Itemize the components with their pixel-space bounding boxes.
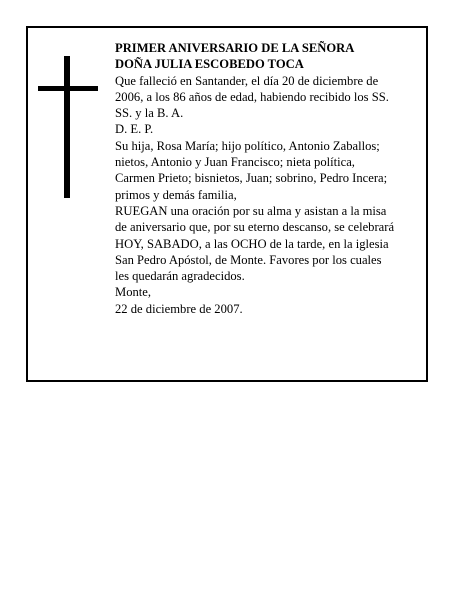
- death-details-line-2: 2006, a los 86 años de edad, habiendo recibido los SS.: [115, 89, 389, 104]
- cross-horizontal-bar: [38, 86, 98, 91]
- obituary-notice: [26, 26, 428, 382]
- notice-heading-line-2: DOÑA JULIA ESCOBEDO TOCA: [115, 57, 304, 72]
- family-line-4: primos y demás familia,: [115, 187, 237, 202]
- mass-request-line-2: de aniversario que, por su eterno descanso, se celebrará: [115, 220, 395, 235]
- notice-heading-line-1: PRIMER ANIVERSARIO DE LA SEÑORA: [115, 41, 355, 55]
- rip-line: D. E. P.: [115, 122, 154, 137]
- mass-request-line-3: HOY, SABADO, a las OCHO de la tarde, en la iglesia: [115, 236, 389, 251]
- death-details-line-3: SS. y la B. A.: [115, 106, 184, 121]
- family-line-2: nietos, Antonio y Juan Francisco; nieta política,: [115, 155, 355, 170]
- mass-request-line-4: San Pedro Apóstol, de Monte. Favores por los cuales: [115, 252, 382, 267]
- cross-vertical-bar: [64, 56, 70, 198]
- latin-cross-icon: [38, 56, 98, 198]
- death-details-line-1: Que falleció en Santander, el día 20 de diciembre de: [115, 73, 379, 88]
- mass-request-line-5: les quedarán agradecidos.: [115, 269, 245, 284]
- family-line-3: Carmen Prieto; bisnietos, Juan; sobrino, Pedro Incera;: [115, 171, 388, 186]
- family-line-1: Su hija, Rosa María; hijo político, Antonio Zaballos;: [115, 138, 380, 153]
- notice-text: [115, 40, 421, 317]
- mass-request-line-1: RUEGAN una oración por su alma y asistan a la misa: [115, 203, 387, 218]
- location-line: Monte,: [115, 285, 152, 300]
- date-line: 22 de diciembre de 2007.: [115, 301, 243, 316]
